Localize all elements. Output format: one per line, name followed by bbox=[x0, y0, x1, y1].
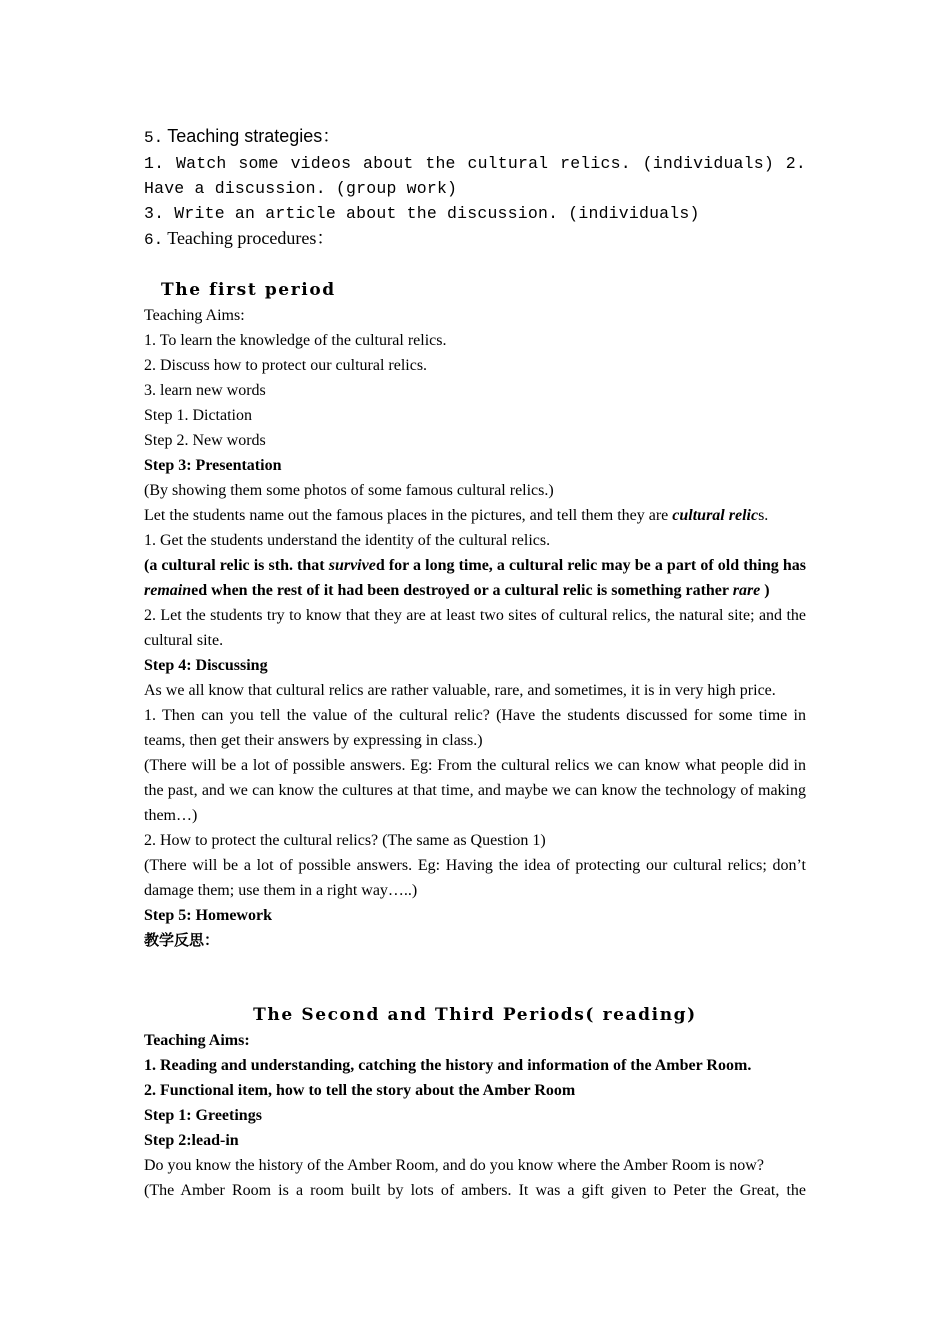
period1-step-4-title: Step 4: Discussing bbox=[144, 657, 268, 674]
period1-step-5: Step 5: Homework bbox=[144, 907, 272, 924]
period1-step-2: Step 2. New words bbox=[144, 432, 266, 449]
period1-step-3-p1: (By showing them some photos of some famous cultural relics.) bbox=[144, 482, 554, 499]
procedures-title: Teaching procedures： bbox=[167, 228, 335, 248]
period1-step-3-p4: 2. Let the students try to know that they are at least two sites of cultural relics, the natural site; and the cultural site. bbox=[144, 607, 806, 649]
procedures-heading bbox=[144, 226, 806, 253]
period1-title: The first period bbox=[161, 280, 336, 300]
period1-aims-label: Teaching Aims: bbox=[144, 307, 245, 324]
strategies-heading bbox=[144, 124, 806, 151]
def-text-d: ) bbox=[760, 582, 770, 599]
period1-aim-1: 1. To learn the knowledge of the cultural relics. bbox=[144, 332, 447, 349]
period1-step-4-p4: 2. How to protect the cultural relics? (The same as Question 1) bbox=[144, 832, 546, 849]
strategies-title: Teaching strategies： bbox=[167, 126, 341, 146]
period1-step-1: Step 1. Dictation bbox=[144, 407, 252, 424]
def-emphasis-2: remain bbox=[144, 582, 192, 599]
period1-step-3-definition bbox=[144, 553, 806, 603]
p2-text-b: s. bbox=[758, 507, 769, 524]
period1-step-3-title: Step 3: Presentation bbox=[144, 457, 282, 474]
period1-step-3-p2 bbox=[144, 503, 806, 528]
procedures-number: 6. bbox=[144, 231, 164, 249]
blank-lines bbox=[144, 953, 806, 1003]
period1-aim-3: 3. learn new words bbox=[144, 382, 266, 399]
period1-step-4-p2: 1. Then can you tell the value of the cultural relic? (Have the students discussed for some time in teams, then get their answers by expressing in class.) bbox=[144, 707, 806, 749]
period2-step-2: Step 2:lead-in bbox=[144, 1132, 239, 1149]
def-text-c: ed when the rest of it had been destroyed or a cultural relic is something rather bbox=[191, 582, 733, 599]
period1-reflection: 教学反思： bbox=[144, 931, 220, 949]
period2-aim-1: 1. Reading and understanding, catching the history and information of the Amber Room. bbox=[144, 1057, 752, 1074]
period1-step-4-p1: As we all know that cultural relics are rather valuable, rare, and sometimes, it is in very high price. bbox=[144, 682, 776, 699]
blank-line bbox=[144, 253, 806, 278]
strategies-item-1: 1. Watch some videos about the cultural relics. (individuals) 2. Have a discussion. (group work) bbox=[144, 154, 806, 198]
period2-p1: Do you know the history of the Amber Room, and do you know where the Amber Room is now? bbox=[144, 1157, 764, 1174]
period1-step-4-p3: (There will be a lot of possible answers. Eg: From the cultural relics we can know what people did in the past, and we can know the cultures at that time, and maybe we can know the technology of making them…) bbox=[144, 757, 806, 824]
period2-title: The Second and Third Periods( reading) bbox=[253, 1005, 697, 1025]
def-emphasis-1: survive bbox=[328, 557, 376, 574]
strategies-item-2: 3. Write an article about the discussion. (individuals) bbox=[144, 204, 700, 223]
def-text-a: (a cultural relic is sth. that bbox=[144, 557, 329, 574]
period1-step-4-p5: (There will be a lot of possible answers. Eg: Having the idea of protecting our cultural relics; don’t damage them; use them in a right way…..) bbox=[144, 857, 806, 899]
period2-aim-2: 2. Functional item, how to tell the story about the Amber Room bbox=[144, 1082, 576, 1099]
strategies-number: 5. bbox=[144, 129, 164, 147]
def-emphasis-3: rare bbox=[732, 582, 761, 599]
def-text-b: d for a long time, a cultural relic may be a part of old thing has bbox=[375, 557, 807, 574]
period2-aims-label: Teaching Aims: bbox=[144, 1032, 250, 1049]
period2-step-1: Step 1: Greetings bbox=[144, 1107, 262, 1124]
period2-p2: (The Amber Room is a room built by lots of ambers. It was a gift given to Peter the Great, the bbox=[144, 1182, 806, 1199]
document-body bbox=[144, 124, 806, 1203]
period1-aim-2: 2. Discuss how to protect our cultural relics. bbox=[144, 357, 428, 374]
p2-emphasis: cultural relic bbox=[672, 507, 759, 524]
p2-text-a: Let the students name out the famous places in the pictures, and tell them they are bbox=[144, 507, 673, 524]
period1-step-3-p3: 1. Get the students understand the identity of the cultural relics. bbox=[144, 532, 551, 549]
